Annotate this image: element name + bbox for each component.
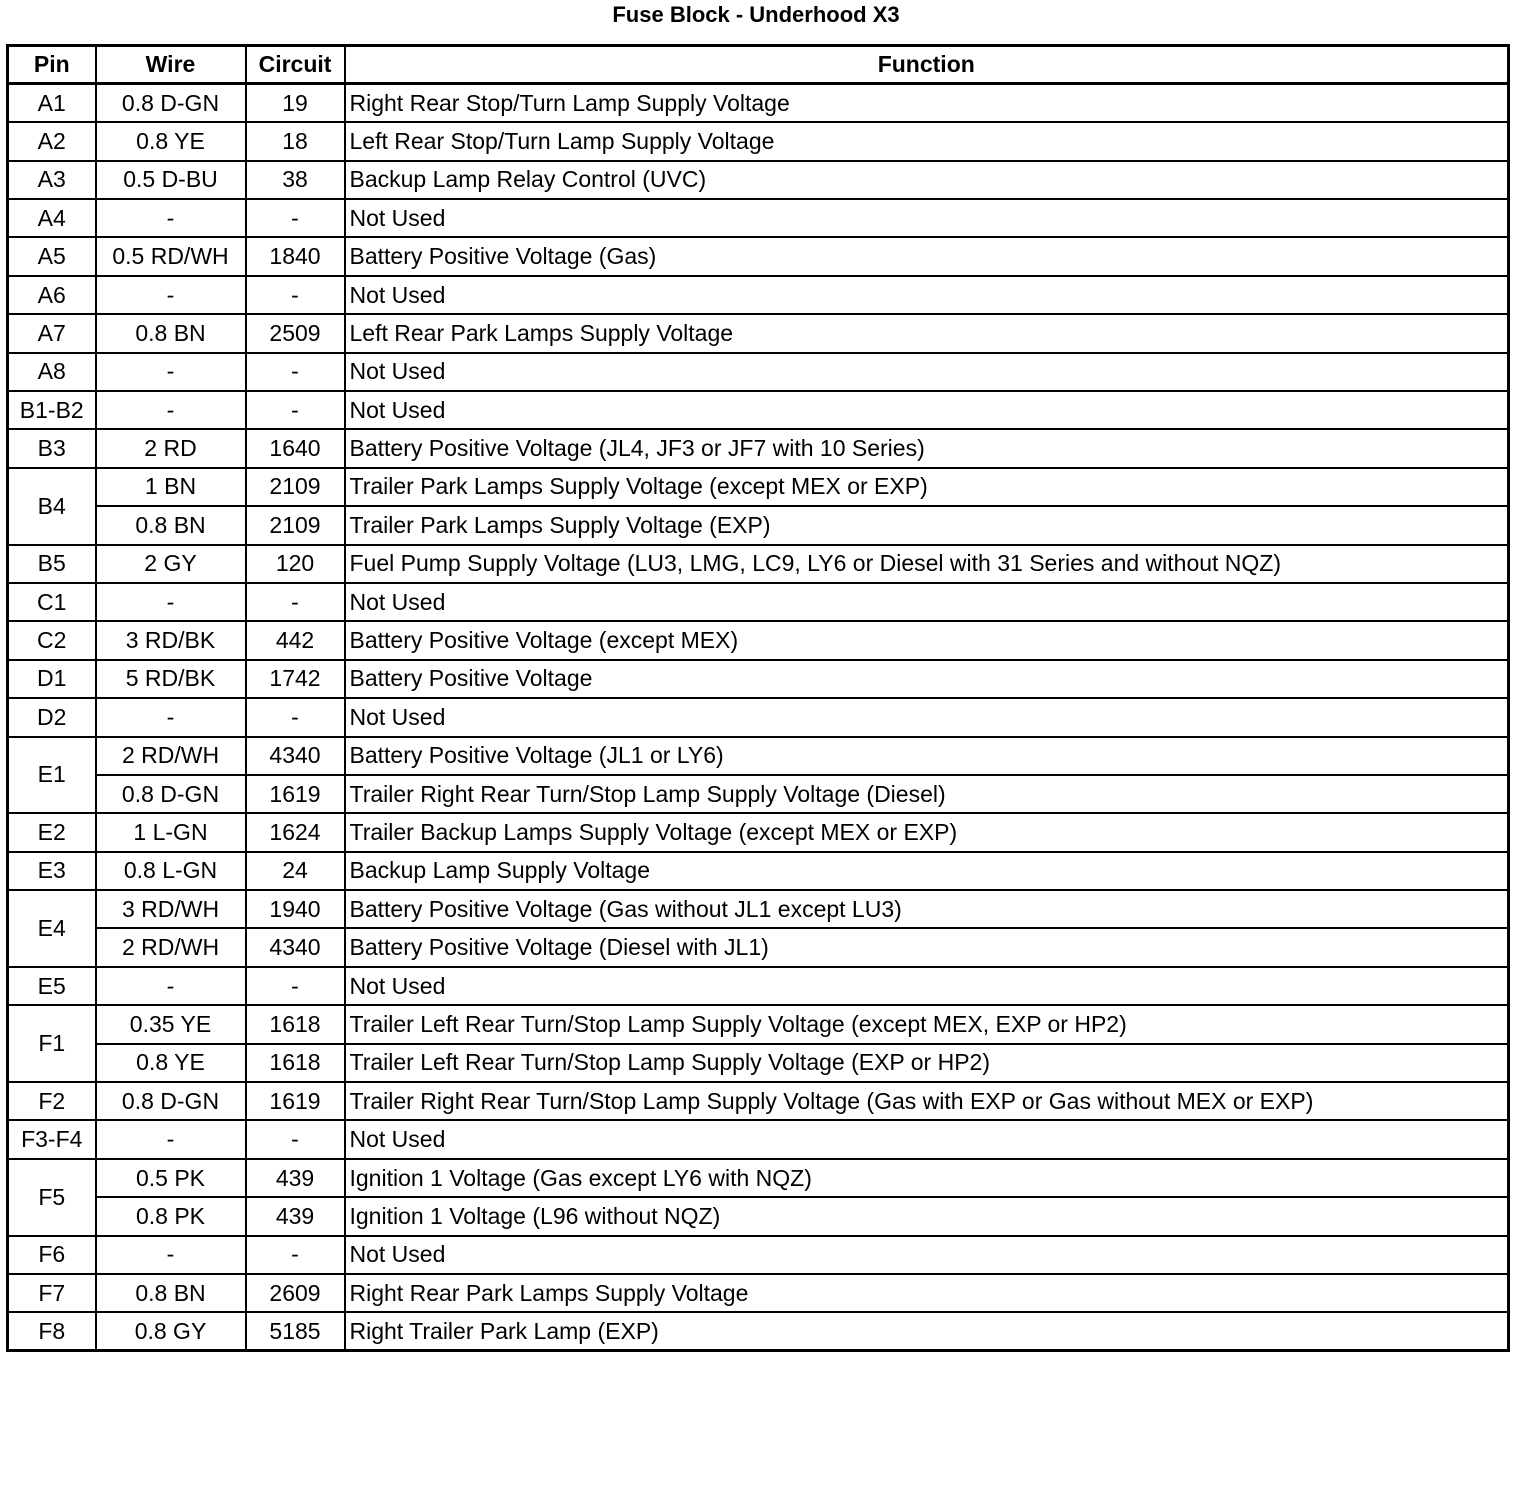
function-cell: Battery Positive Voltage (JL4, JF3 or JF7 with 10 Series) xyxy=(345,429,1509,467)
wire-cell: - xyxy=(96,391,246,429)
function-cell: Not Used xyxy=(345,353,1509,391)
wire-cell: 0.35 YE xyxy=(96,1005,246,1043)
function-cell: Not Used xyxy=(345,199,1509,237)
function-cell: Battery Positive Voltage (Gas without JL1 except LU3) xyxy=(345,890,1509,928)
wire-cell: - xyxy=(96,1120,246,1158)
circuit-cell: 24 xyxy=(246,852,345,890)
circuit-cell: - xyxy=(246,353,345,391)
table-row xyxy=(8,1274,1509,1312)
table-row xyxy=(8,928,1509,966)
pin-cell: B1-B2 xyxy=(8,391,96,429)
function-cell: Trailer Park Lamps Supply Voltage (EXP) xyxy=(345,506,1509,544)
circuit-cell: - xyxy=(246,698,345,736)
header-function: Function xyxy=(345,46,1509,84)
circuit-cell: 1619 xyxy=(246,1082,345,1120)
wire-cell: - xyxy=(96,276,246,314)
table-row xyxy=(8,1082,1509,1120)
wire-cell: 2 RD/WH xyxy=(96,928,246,966)
wire-cell: - xyxy=(96,967,246,1005)
pin-cell: F2 xyxy=(8,1082,96,1120)
circuit-cell: 2609 xyxy=(246,1274,345,1312)
pin-cell: B5 xyxy=(8,545,96,583)
function-cell: Trailer Backup Lamps Supply Voltage (except MEX or EXP) xyxy=(345,813,1509,851)
function-cell: Battery Positive Voltage xyxy=(345,660,1509,698)
pin-cell: A3 xyxy=(8,161,96,199)
function-cell: Not Used xyxy=(345,1120,1509,1158)
circuit-cell: 442 xyxy=(246,621,345,659)
table-row xyxy=(8,1197,1509,1235)
wire-cell: 0.8 L-GN xyxy=(96,852,246,890)
pin-cell: D2 xyxy=(8,698,96,736)
circuit-cell: 1618 xyxy=(246,1044,345,1082)
wire-cell: 2 RD/WH xyxy=(96,737,246,775)
pin-cell: F1 xyxy=(8,1005,96,1082)
table-row xyxy=(8,161,1509,199)
function-cell: Trailer Left Rear Turn/Stop Lamp Supply Voltage (EXP or HP2) xyxy=(345,1044,1509,1082)
table-row xyxy=(8,775,1509,813)
table-row xyxy=(8,391,1509,429)
pin-cell: F3-F4 xyxy=(8,1120,96,1158)
table-row xyxy=(8,314,1509,352)
function-cell: Battery Positive Voltage (except MEX) xyxy=(345,621,1509,659)
table-row xyxy=(8,506,1509,544)
table-header xyxy=(8,46,1509,84)
function-cell: Battery Positive Voltage (Diesel with JL1) xyxy=(345,928,1509,966)
function-cell: Right Trailer Park Lamp (EXP) xyxy=(345,1312,1509,1350)
function-cell: Not Used xyxy=(345,391,1509,429)
wire-cell: 0.8 YE xyxy=(96,1044,246,1082)
function-cell: Trailer Left Rear Turn/Stop Lamp Supply Voltage (except MEX, EXP or HP2) xyxy=(345,1005,1509,1043)
function-cell: Trailer Right Rear Turn/Stop Lamp Supply Voltage (Diesel) xyxy=(345,775,1509,813)
wire-cell: 3 RD/BK xyxy=(96,621,246,659)
wire-cell: 2 GY xyxy=(96,545,246,583)
circuit-cell: 439 xyxy=(246,1159,345,1197)
wire-cell: 0.5 RD/WH xyxy=(96,237,246,275)
wire-cell: 1 L-GN xyxy=(96,813,246,851)
table-row xyxy=(8,737,1509,775)
function-cell: Ignition 1 Voltage (Gas except LY6 with NQZ) xyxy=(345,1159,1509,1197)
wire-cell: - xyxy=(96,698,246,736)
header-wire: Wire xyxy=(96,46,246,84)
table-row xyxy=(8,84,1509,122)
circuit-cell: - xyxy=(246,967,345,1005)
circuit-cell: - xyxy=(246,199,345,237)
circuit-cell: 4340 xyxy=(246,928,345,966)
pin-cell: A8 xyxy=(8,353,96,391)
wire-cell: 0.8 BN xyxy=(96,506,246,544)
circuit-cell: 1619 xyxy=(246,775,345,813)
pin-cell: A2 xyxy=(8,122,96,160)
wire-cell: - xyxy=(96,1236,246,1274)
pin-cell: A1 xyxy=(8,84,96,122)
circuit-cell: 1840 xyxy=(246,237,345,275)
circuit-cell: 2109 xyxy=(246,506,345,544)
function-cell: Battery Positive Voltage (JL1 or LY6) xyxy=(345,737,1509,775)
pin-cell: F6 xyxy=(8,1236,96,1274)
table-row xyxy=(8,852,1509,890)
circuit-cell: - xyxy=(246,583,345,621)
table-row xyxy=(8,583,1509,621)
function-cell: Not Used xyxy=(345,967,1509,1005)
table-row xyxy=(8,967,1509,1005)
pin-cell: E1 xyxy=(8,737,96,814)
circuit-cell: 19 xyxy=(246,84,345,122)
function-cell: Backup Lamp Supply Voltage xyxy=(345,852,1509,890)
circuit-cell: 1640 xyxy=(246,429,345,467)
table-row xyxy=(8,813,1509,851)
circuit-cell: - xyxy=(246,1120,345,1158)
function-cell: Left Rear Park Lamps Supply Voltage xyxy=(345,314,1509,352)
circuit-cell: 120 xyxy=(246,545,345,583)
table-row xyxy=(8,890,1509,928)
wire-cell: - xyxy=(96,353,246,391)
pin-cell: F7 xyxy=(8,1274,96,1312)
pin-cell: A4 xyxy=(8,199,96,237)
table-row xyxy=(8,1044,1509,1082)
pin-cell: A5 xyxy=(8,237,96,275)
pin-cell: F5 xyxy=(8,1159,96,1236)
table-row xyxy=(8,1236,1509,1274)
circuit-cell: - xyxy=(246,391,345,429)
wire-cell: 2 RD xyxy=(96,429,246,467)
table-row xyxy=(8,545,1509,583)
circuit-cell: 2509 xyxy=(246,314,345,352)
table-body xyxy=(8,84,1509,1351)
wire-cell: 3 RD/WH xyxy=(96,890,246,928)
circuit-cell: 1618 xyxy=(246,1005,345,1043)
wire-cell: 0.8 D-GN xyxy=(96,84,246,122)
function-cell: Backup Lamp Relay Control (UVC) xyxy=(345,161,1509,199)
function-cell: Left Rear Stop/Turn Lamp Supply Voltage xyxy=(345,122,1509,160)
pinout-table xyxy=(6,44,1510,1352)
circuit-cell: 5185 xyxy=(246,1312,345,1350)
pin-cell: D1 xyxy=(8,660,96,698)
table-row xyxy=(8,468,1509,506)
table-row xyxy=(8,1159,1509,1197)
table-row xyxy=(8,1312,1509,1350)
pin-cell: F8 xyxy=(8,1312,96,1350)
wire-cell: 1 BN xyxy=(96,468,246,506)
pin-cell: C2 xyxy=(8,621,96,659)
function-cell: Trailer Right Rear Turn/Stop Lamp Supply Voltage (Gas with EXP or Gas without MEX or EXP) xyxy=(345,1082,1509,1120)
wire-cell: 0.8 YE xyxy=(96,122,246,160)
pin-cell: A6 xyxy=(8,276,96,314)
circuit-cell: 18 xyxy=(246,122,345,160)
function-cell: Ignition 1 Voltage (L96 without NQZ) xyxy=(345,1197,1509,1235)
table-row xyxy=(8,276,1509,314)
table-row xyxy=(8,1120,1509,1158)
pin-cell: B4 xyxy=(8,468,96,545)
header-pin: Pin xyxy=(8,46,96,84)
document-title: Fuse Block - Underhood X3 xyxy=(612,2,900,27)
function-cell: Not Used xyxy=(345,276,1509,314)
pin-cell: B3 xyxy=(8,429,96,467)
wire-cell: 5 RD/BK xyxy=(96,660,246,698)
circuit-cell: 439 xyxy=(246,1197,345,1235)
wire-cell: 0.8 GY xyxy=(96,1312,246,1350)
pin-cell: E5 xyxy=(8,967,96,1005)
circuit-cell: 4340 xyxy=(246,737,345,775)
circuit-cell: - xyxy=(246,276,345,314)
function-cell: Trailer Park Lamps Supply Voltage (except MEX or EXP) xyxy=(345,468,1509,506)
wire-cell: 0.5 PK xyxy=(96,1159,246,1197)
table-row xyxy=(8,429,1509,467)
function-cell: Battery Positive Voltage (Gas) xyxy=(345,237,1509,275)
circuit-cell: 1742 xyxy=(246,660,345,698)
table-row xyxy=(8,660,1509,698)
pin-cell: A7 xyxy=(8,314,96,352)
header-circuit: Circuit xyxy=(246,46,345,84)
wire-cell: 0.8 PK xyxy=(96,1197,246,1235)
table-row xyxy=(8,237,1509,275)
table-row xyxy=(8,1005,1509,1043)
wire-cell: 0.8 BN xyxy=(96,314,246,352)
function-cell: Not Used xyxy=(345,583,1509,621)
function-cell: Fuel Pump Supply Voltage (LU3, LMG, LC9, LY6 or Diesel with 31 Series and without NQZ) xyxy=(345,545,1509,583)
circuit-cell: 1624 xyxy=(246,813,345,851)
function-cell: Not Used xyxy=(345,1236,1509,1274)
header-row xyxy=(8,46,1509,84)
pin-cell: E2 xyxy=(8,813,96,851)
table-row xyxy=(8,353,1509,391)
function-cell: Right Rear Stop/Turn Lamp Supply Voltage xyxy=(345,84,1509,122)
wire-cell: - xyxy=(96,199,246,237)
circuit-cell: 2109 xyxy=(246,468,345,506)
function-cell: Right Rear Park Lamps Supply Voltage xyxy=(345,1274,1509,1312)
table-row xyxy=(8,621,1509,659)
wire-cell: 0.8 D-GN xyxy=(96,1082,246,1120)
function-cell: Not Used xyxy=(345,698,1509,736)
wire-cell: 0.8 D-GN xyxy=(96,775,246,813)
table-row xyxy=(8,698,1509,736)
circuit-cell: 1940 xyxy=(246,890,345,928)
wire-cell: - xyxy=(96,583,246,621)
pin-cell: C1 xyxy=(8,583,96,621)
table-row xyxy=(8,122,1509,160)
pin-cell: E3 xyxy=(8,852,96,890)
wire-cell: 0.8 BN xyxy=(96,1274,246,1312)
circuit-cell: - xyxy=(246,1236,345,1274)
circuit-cell: 38 xyxy=(246,161,345,199)
wire-cell: 0.5 D-BU xyxy=(96,161,246,199)
pin-cell: E4 xyxy=(8,890,96,967)
table-row xyxy=(8,199,1509,237)
